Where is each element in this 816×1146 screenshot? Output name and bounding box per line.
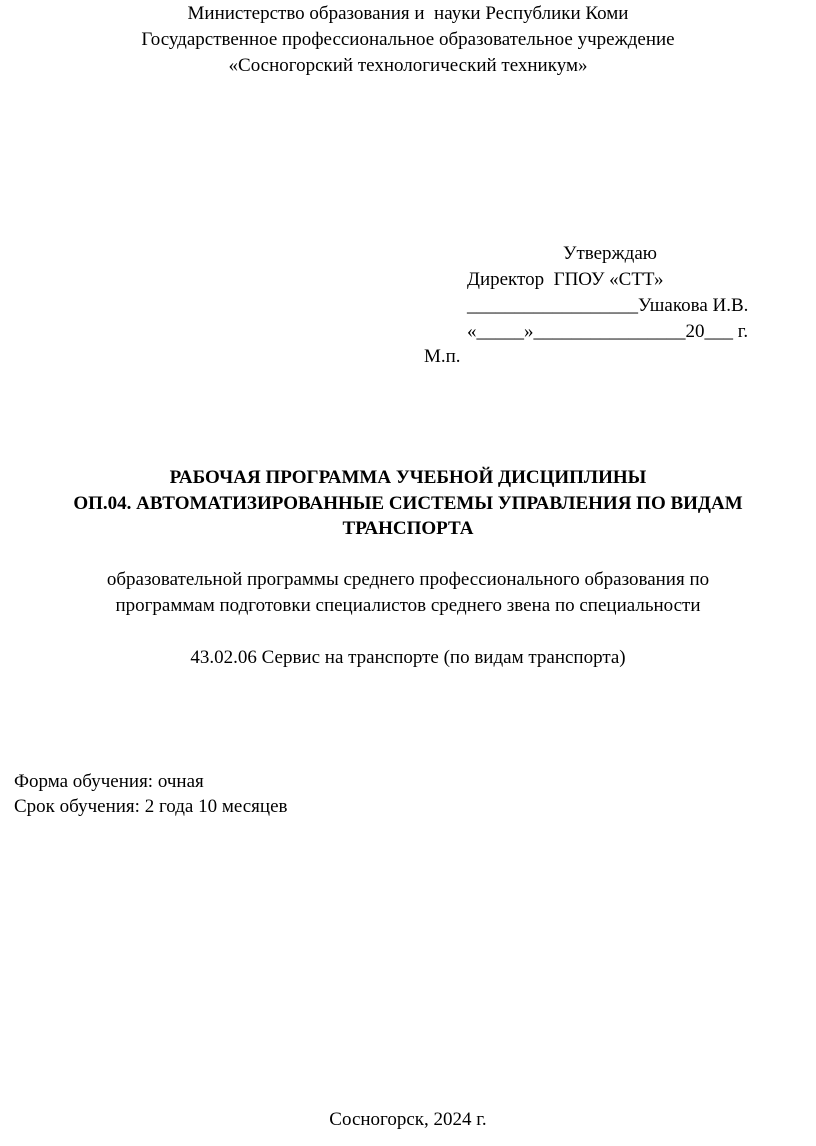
title-line-2: ОП.04. АВТОМАТИЗИРОВАННЫЕ СИСТЕМЫ УПРАВЛЕНИЯ ПО ВИДАМ [73, 493, 743, 514]
description-line-2: программам подготовки специалистов среднего звена по специальности [115, 595, 701, 616]
director-signature-line: __________________Ушакова И.В. [467, 295, 749, 316]
approval-heading: Утверждаю [563, 243, 657, 264]
college-name: «Сосногорский технологический техникум» [228, 55, 588, 76]
specialty-code: 43.02.06 Сервис на транспорте (по видам транспорта) [190, 647, 626, 668]
study-term: Срок обучения: 2 года 10 месяцев [14, 796, 288, 817]
description-line-1: образовательной программы среднего профессионального образования по [106, 569, 710, 590]
stamp-place: М.п. [424, 346, 461, 367]
title-line-3: ТРАНСПОРТА [342, 518, 474, 539]
city-year: Сосногорск, 2024 г. [329, 1109, 487, 1130]
ministry-name: Министерство образования и науки Республики Коми [187, 3, 629, 24]
approval-date-line: «_____»________________20___ г. [467, 321, 749, 342]
director-title: Директор ГПОУ «СТТ» [467, 269, 664, 290]
study-form: Форма обучения: очная [14, 771, 204, 792]
institution-name: Государственное профессиональное образовательное учреждение [141, 29, 675, 50]
title-line-1: РАБОЧАЯ ПРОГРАММА УЧЕБНОЙ ДИСЦИПЛИНЫ [169, 467, 647, 488]
